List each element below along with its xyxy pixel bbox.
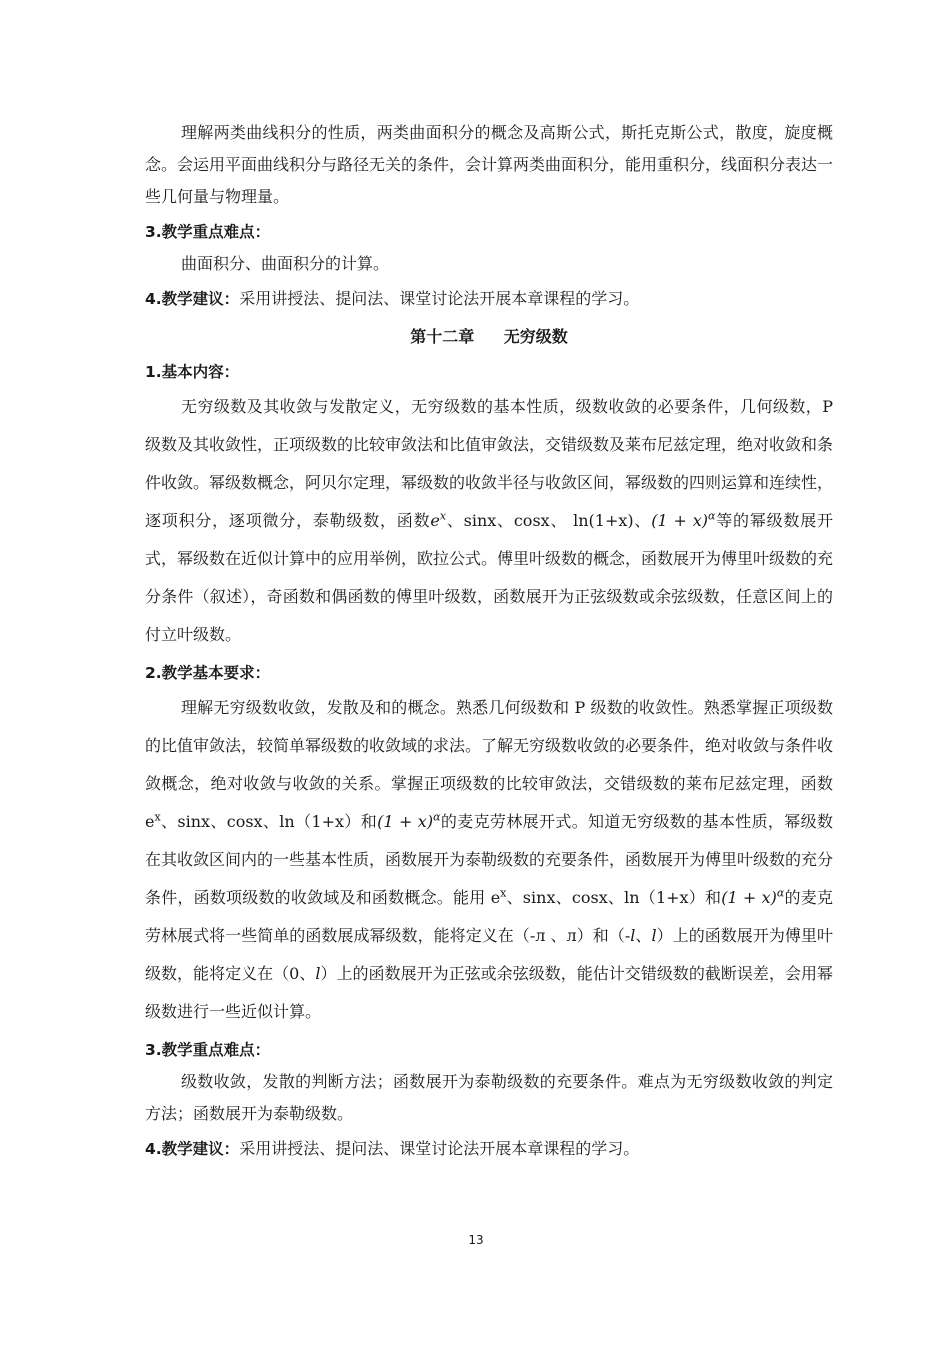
suggestion-line <box>145 1133 833 1165</box>
prev-key-points-heading: 3.教学重点难点： <box>145 223 271 241</box>
prev-suggestion-label: 4.教学建议： <box>145 290 240 308</box>
suggestion-label: 4.教学建议： <box>145 1140 240 1158</box>
prev-suggestion-line <box>145 283 833 315</box>
prev-requirements-paragraph: 理解两类曲线积分的性质，两类曲面积分的概念及高斯公式，斯托克斯公式，散度，旋度概念。会运用平面曲线积分与路径无关的条件，会计算两类曲面积分，能用重积分，线面积分表达一些几何量与物理量。 <box>145 123 834 206</box>
key-points-heading: 3.教学重点难点： <box>145 1041 271 1059</box>
requirements-heading: 2.教学基本要求： <box>145 664 271 682</box>
content-p1-end: 等的幂级数展开式，幂级数在近似计算中的应用举例，欧拉公式。傅里叶级数的概念，函数展开为傅里叶级数的充分条件（叙述），奇函数和偶函数的傅里叶级数，函数展开为正弦级数或余弦级数，任意区间上的付立叶级数。 <box>145 511 834 644</box>
math-e-x: $e^x$ <box>430 509 447 530</box>
math-1-plus-x-alpha: $(1 + x)^\alpha$ <box>651 509 716 530</box>
req-math-1: $(1 + x)^\alpha$ <box>377 810 441 831</box>
content-p1: 无穷级数及其收敛与发散定义，无穷级数的基本性质，级数收敛的必要条件，几何级数，P 级数及其收敛性，正项级数的比较审敛法和比值审敛法，交错级数及莱布尼兹定理，绝对收敛和条件收敛。幂级数概念，阿贝尔定理，幂级数的收敛半径与收敛区间，幂级数的四则运算和连续性，逐项积分，逐项微分，泰勒级数，函数 <box>145 397 834 530</box>
requirements-paragraph: 理解无穷级数收敛，发散及和的概念。熟悉几何级数和 P 级数的收敛性。熟悉掌握正项级数的比值审敛法，较简单幂级数的收敛域的求法。了解无穷级数收敛的必要条件，绝对收敛与条件收敛概念，绝对收敛与收敛的关系。掌握正项级数的比较审敛法，交错级数的莱布尼兹定理，函数 $e^x$、sinx、cosx、ln（1+x）和$(1 + x)^\alpha$的麦克劳林展开式。知道无穷级数的基本性质，幂级数在其收敛区间内的一些基本性质，函数展开为泰勒级数的充要条件，函数展开为傅里叶级数的充分条件，函数项级数的收敛域及和函数概念。能用 $e^x$、sinx、cosx、ln（1+x）和$(1 + x)^\alpha$的麦克劳林展式将一些简单的函数展成幂级数，能将定义在（-л 、л）和（-l、l）上的函数展开为傅里叶级数，能将定义在（0、l）上的函数展开为正弦或余弦级数，能估计交错级数的截断误差，会用幂级数进行一些近似计算。 <box>145 698 834 1021</box>
page-content <box>145 117 833 1165</box>
prev-key-points-text: 曲面积分、曲面积分的计算。 <box>181 254 390 273</box>
req-math-2: $(1 + x)^\alpha$ <box>721 886 785 907</box>
content-paragraph <box>145 388 833 654</box>
chapter-title: 第十二章 无穷级数 <box>410 327 568 346</box>
suggestion-text: 采用讲授法、提问法、课堂讨论法开展本章课程的学习。 <box>239 1139 640 1158</box>
prev-suggestion-text: 采用讲授法、提问法、课堂讨论法开展本章课程的学习。 <box>239 289 640 308</box>
content-heading: 1.基本内容： <box>145 363 240 381</box>
page-number: 13 <box>468 1233 484 1247</box>
key-points-text: 级数收敛，发散的判断方法；函数展开为泰勒级数的充要条件。难点为无穷级数收敛的判定方法；函数展开为泰勒级数。 <box>145 1072 833 1123</box>
content-p1-mid: 、sinx、cosx、 ln(1+x)、 <box>446 511 652 530</box>
